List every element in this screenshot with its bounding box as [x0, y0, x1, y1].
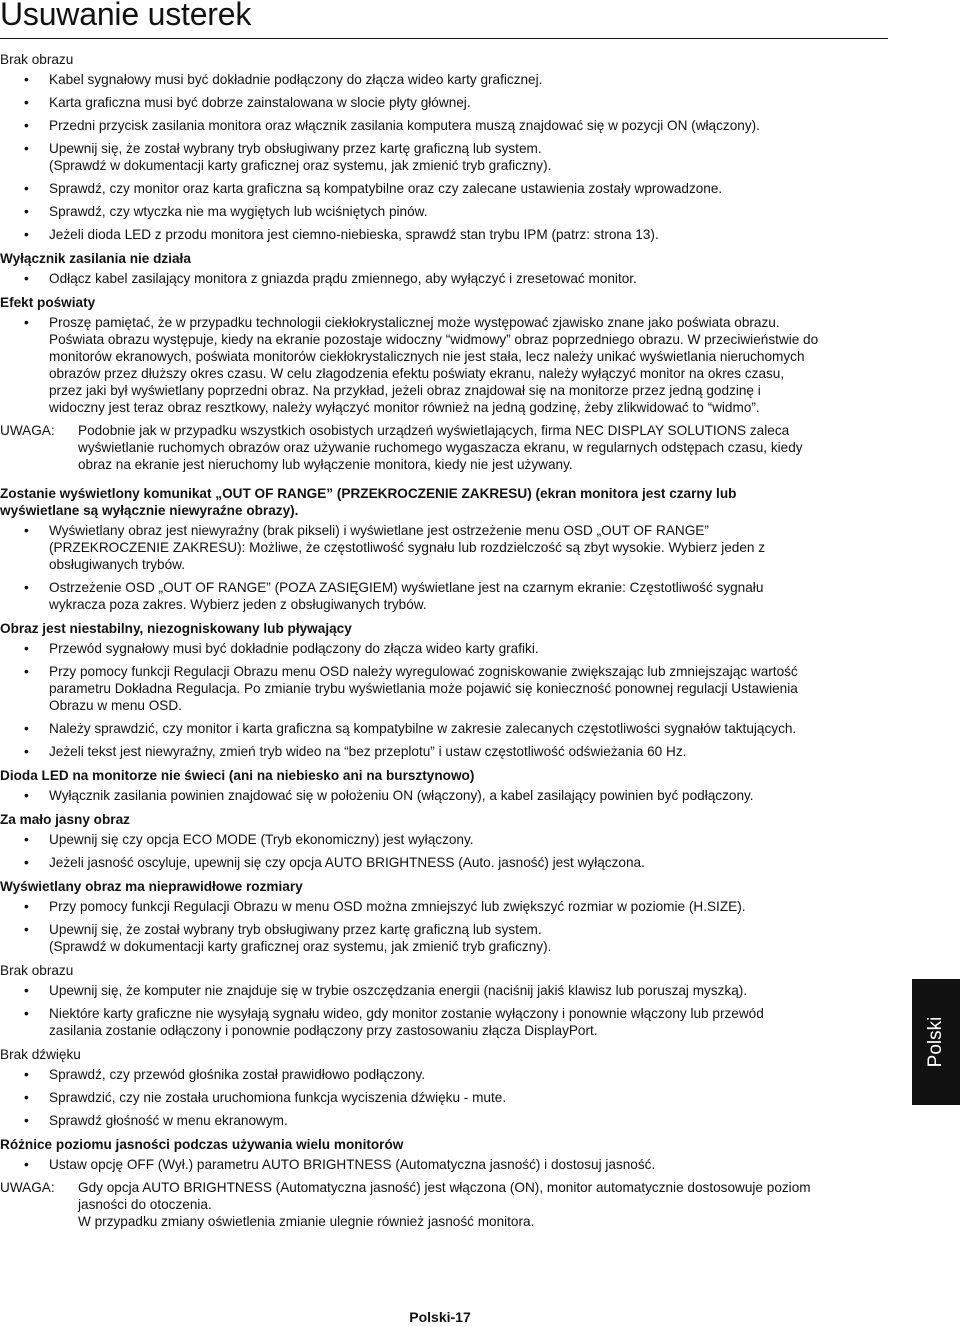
bullet-icon: •: [24, 664, 29, 679]
bullet-icon: •: [24, 788, 29, 803]
bullet-icon: •: [24, 181, 29, 196]
list-item-text: Należy sprawdzić, czy monitor i karta graficzna są kompatybilne w zakresie zalecanych częstotliwości sygnałów taktujących.: [49, 721, 797, 736]
list-item-text: (PRZEKROCZENIE ZAKRESU): Możliwe, że częstotliwość sygnału lub rozdzielczość są zbyt wysokie. Wybierz jeden z: [49, 540, 766, 555]
bullet-list: [0, 831, 880, 871]
list-item-text: obrazów przez dłuższy okres czasu. W celu złagodzenia efektu poświaty ekranu, należy wyłączyć monitor na okres czasu,: [49, 366, 785, 381]
section-heading-text: Wyświetlany obraz ma nieprawidłowe rozmiary: [0, 879, 303, 894]
list-item-text: Karta graficzna musi być dobrze zainstalowana w slocie płyty głównej.: [49, 95, 471, 110]
list-item-text: widoczny jest teraz obraz resztkowy, należy wyłączyć monitor również na jedną godzinę, żeby zlikwidować to “widmo”.: [49, 400, 760, 415]
section-heading: [0, 767, 880, 784]
bullet-list: [0, 1156, 880, 1173]
list-item-text: Upewnij się, że został wybrany tryb obsługiwany przez kartę graficzną lub system.: [49, 922, 542, 937]
bullet-icon: •: [24, 983, 29, 998]
list-item: [0, 1089, 880, 1106]
bullet-icon: •: [24, 899, 29, 914]
list-item-text: Jeżeli tekst jest niewyraźny, zmień tryb wideo na “bez przeplotu” i ustaw częstotliwość odświeżania 60 Hz.: [49, 744, 687, 759]
section-heading: [0, 485, 880, 519]
list-item-text: zasilania zostanie odłączony i ponownie podłączony przy zastosowaniu złącza DisplayPort.: [49, 1023, 598, 1038]
list-item-text: Sprawdź, czy monitor oraz karta graficzna są kompatybilne oraz czy zalecane ustawienia zostały wprowadzone.: [49, 181, 723, 196]
bullet-icon: •: [24, 141, 29, 156]
list-item-text: Sprawdzić, czy nie została uruchomiona funkcja wyciszenia dźwięku - mute.: [49, 1090, 507, 1105]
list-item-text: Sprawdź, czy przewód głośnika został prawidłowo podłączony.: [49, 1067, 426, 1082]
note-text: Podobnie jak w przypadku wszystkich osobistych urządzeń wyświetlających, firma NEC DISPLAY SOLUTIONS zaleca: [78, 423, 790, 438]
note-label: UWAGA:: [0, 423, 55, 438]
bullet-icon: •: [24, 118, 29, 133]
note-text: obraz na ekranie jest nieruchomy lub wyłączenie monitora, kiedy nie jest używany.: [78, 457, 573, 472]
list-item-text: Jeżeli dioda LED z przodu monitora jest ciemno-niebieska, sprawdź stan trybu IPM (patrz: strona 13).: [49, 227, 659, 242]
note-text: jasności do otoczenia.: [78, 1197, 212, 1212]
list-item: [0, 94, 880, 111]
section-heading: [0, 878, 880, 895]
list-item-text: Wyłącznik zasilania powinien znajdować się w położeniu ON (włączony), a kabel zasilający powinien być podłączony.: [49, 788, 754, 803]
list-item: [0, 180, 880, 197]
list-item-text: wykracza poza zakres. Wybierz jeden z obsługiwanych trybów.: [49, 597, 427, 612]
list-item: [0, 663, 880, 714]
list-item-text: (Sprawdź w dokumentacji karty graficznej oraz systemu, jak zmienić tryb graficzny).: [49, 939, 552, 954]
list-item-text: Sprawdź głośność w menu ekranowym.: [49, 1113, 288, 1128]
list-item-text: Ostrzeżenie OSD „OUT OF RANGE” (POZA ZASIĘGIEM) wyświetlane jest na czarnym ekranie: Częstotliwość sygnału: [49, 580, 764, 595]
list-item: [0, 1156, 880, 1173]
list-item-text: Ustaw opcję OFF (Wył.) parametru AUTO BRIGHTNESS (Automatyczna jasność) i dostosuj jasność.: [49, 1157, 656, 1172]
bullet-icon: •: [24, 523, 29, 538]
note-label: UWAGA:: [0, 1180, 55, 1195]
language-tab: [912, 979, 960, 1105]
list-item: [0, 1112, 880, 1129]
bullet-icon: •: [24, 1113, 29, 1128]
section-heading-text: Zostanie wyświetlony komunikat „OUT OF RANGE” (PRZEKROCZENIE ZAKRESU) (ekran monitora jest czarny lub: [0, 486, 737, 501]
list-item-text: Odłącz kabel zasilający monitora z gniazda prądu zmiennego, aby wyłączyć i zresetować monitor.: [49, 271, 637, 286]
list-item-text: Kabel sygnałowy musi być dokładnie podłączony do złącza wideo karty graficznej.: [49, 72, 543, 87]
bullet-icon: •: [24, 315, 29, 330]
bullet-list: [0, 640, 880, 760]
list-item-text: (Sprawdź w dokumentacji karty graficznej oraz systemu, jak zmienić tryb graficzny).: [49, 158, 552, 173]
list-item: [0, 787, 880, 804]
bullet-icon: •: [24, 1090, 29, 1105]
list-item-text: przez jaki był wyświetlany poprzedni obraz. Na przykład, jeżeli obraz znajdował się na monitorze przez jedną godzinę i: [49, 383, 761, 398]
note-text: wyświetlanie ruchomych obrazów oraz używanie ruchomego wygaszacza ekranu, w regularnych odstępach czasu, kiedy: [78, 440, 803, 455]
section: [0, 250, 880, 287]
page-title: Usuwanie usterek: [0, 0, 252, 32]
section: [0, 767, 880, 804]
bullet-list: [0, 787, 880, 804]
bullet-list: [0, 270, 880, 287]
section-heading: [0, 620, 880, 637]
section-heading-text: Brak obrazu: [0, 52, 74, 67]
list-item: [0, 314, 880, 416]
list-item-text: monitorów ekranowych, poświata monitorów ciekłokrystalicznych nie jest stała, lecz należy unikać wyświetlania nieruchomych: [49, 349, 805, 364]
section-heading-text: Wyłącznik zasilania nie działa: [0, 251, 191, 266]
list-item-text: Sprawdź, czy wtyczka nie ma wygiętych lub wciśniętych pinów.: [49, 204, 428, 219]
list-item: [0, 270, 880, 287]
list-item-text: Poświata obrazu występuje, kiedy na ekranie pozostaje widoczny “widmowy” obraz poprzedniego obrazu. W przeciwieństwie do: [49, 332, 819, 347]
list-item-text: Jeżeli jasność oscyluje, upewnij się czy opcja AUTO BRIGHTNESS (Auto. jasność) jest wyłączona.: [49, 855, 645, 870]
section-heading-text: wyświetlane są wyłącznie niewyraźne obrazy).: [0, 503, 299, 518]
list-item: [0, 898, 880, 915]
bullet-icon: •: [24, 744, 29, 759]
bullet-icon: •: [24, 271, 29, 286]
list-item: [0, 71, 880, 88]
bullet-list: [0, 522, 880, 613]
page-number: Polski-17: [409, 1309, 471, 1325]
list-item-text: Przy pomocy funkcji Regulacji Obrazu menu OSD należy wyregulować zogniskowanie zwiększając lub zmniejszając wartość: [49, 664, 798, 679]
section-heading: [0, 811, 880, 828]
bullet-list: [0, 898, 880, 955]
section-heading-text: Obraz jest niestabilny, niezogniskowany lub pływający: [0, 621, 352, 636]
section-heading-text: Różnice poziomu jasności podczas używania wielu monitorów: [0, 1137, 404, 1152]
troubleshooting-content: [0, 51, 880, 1237]
section: [0, 811, 880, 871]
section: [0, 294, 880, 473]
bullet-icon: •: [24, 72, 29, 87]
bullet-list: [0, 314, 880, 416]
list-item-text: Upewnij się czy opcja ECO MODE (Tryb ekonomiczny) jest wyłączony.: [49, 832, 474, 847]
bullet-icon: •: [24, 227, 29, 242]
bullet-icon: •: [24, 855, 29, 870]
bullet-icon: •: [24, 1157, 29, 1172]
list-item: [0, 117, 880, 134]
bullet-icon: •: [24, 641, 29, 656]
list-item: [0, 522, 880, 573]
section-heading: [0, 250, 880, 267]
bullet-icon: •: [24, 922, 29, 937]
list-item-text: Przewód sygnałowy musi być dokładnie podłączony do złącza wideo karty grafiki.: [49, 641, 539, 656]
section-heading: [0, 962, 880, 979]
note: [0, 422, 880, 473]
bullet-icon: •: [24, 832, 29, 847]
bullet-icon: •: [24, 721, 29, 736]
note: [0, 1179, 880, 1230]
list-item: [0, 921, 880, 955]
language-tab-label: Polski: [925, 1016, 946, 1068]
section-heading: [0, 1136, 880, 1153]
bullet-list: [0, 1066, 880, 1129]
list-item-text: parametru Dokładna Regulacja. Po zmianie trybu wyświetlania może pojawić się konieczność ponownej regulacji Ustawienia: [49, 681, 798, 696]
section: [0, 962, 880, 1039]
section: [0, 878, 880, 955]
list-item-text: Obrazu w menu OSD.: [49, 698, 182, 713]
list-item: [0, 140, 880, 174]
section: [0, 620, 880, 760]
note-text: Gdy opcja AUTO BRIGHTNESS (Automatyczna jasność) jest włączona (ON), monitor automatycznie dostosowuje poziom: [78, 1180, 811, 1195]
list-item-text: Proszę pamiętać, że w przypadku technologii ciekłokrystalicznej może występować zjawisko znane jako poświata obrazu.: [49, 315, 780, 330]
list-item: [0, 831, 880, 848]
section: [0, 485, 880, 613]
section-heading: [0, 294, 880, 311]
list-item-text: obsługiwanych trybów.: [49, 557, 186, 572]
list-item-text: Przedni przycisk zasilania monitora oraz włącznik zasilania komputera muszą znajdować się w pozycji ON (włączony).: [49, 118, 760, 133]
note-text: W przypadku zmiany oświetlenia zmianie ulegnie również jasność monitora.: [78, 1214, 535, 1229]
list-item: [0, 1005, 880, 1039]
list-item: [0, 982, 880, 999]
list-item: [0, 854, 880, 871]
title-rule: [0, 38, 888, 39]
section-heading: [0, 51, 880, 68]
section-heading-text: Efekt poświaty: [0, 295, 96, 310]
bullet-list: [0, 71, 880, 243]
section-heading-text: Dioda LED na monitorze nie świeci (ani na niebiesko ani na bursztynowo): [0, 768, 475, 783]
list-item: [0, 203, 880, 220]
section-heading-text: Za mało jasny obraz: [0, 812, 130, 827]
bullet-icon: •: [24, 1067, 29, 1082]
list-item-text: Upewnij się, że komputer nie znajduje się w trybie oszczędzania energii (naciśnij jakiś klawisz lub poruszaj myszką).: [49, 983, 748, 998]
section-heading-text: Brak dźwięku: [0, 1047, 81, 1062]
bullet-icon: •: [24, 95, 29, 110]
section: [0, 1046, 880, 1129]
list-item: [0, 640, 880, 657]
bullet-icon: •: [24, 204, 29, 219]
section: [0, 51, 880, 243]
bullet-list: [0, 982, 880, 1039]
section-heading-text: Brak obrazu: [0, 963, 74, 978]
section: [0, 1136, 880, 1230]
list-item-text: Przy pomocy funkcji Regulacji Obrazu w menu OSD można zmniejszyć lub zwiększyć rozmiar w poziomie (H.SIZE).: [49, 899, 746, 914]
bullet-icon: •: [24, 1006, 29, 1021]
bullet-icon: •: [24, 580, 29, 595]
section-heading: [0, 1046, 880, 1063]
list-item: [0, 743, 880, 760]
list-item: [0, 579, 880, 613]
list-item-text: Upewnij się, że został wybrany tryb obsługiwany przez kartę graficzną lub system.: [49, 141, 542, 156]
list-item: [0, 1066, 880, 1083]
list-item: [0, 720, 880, 737]
list-item: [0, 226, 880, 243]
list-item-text: Niektóre karty graficzne nie wysyłają sygnału wideo, gdy monitor zostanie wyłączony i ponownie włączony lub przewód: [49, 1006, 764, 1021]
list-item-text: Wyświetlany obraz jest niewyraźny (brak pikseli) i wyświetlane jest ostrzeżenie menu OSD „OUT OF RANGE”: [49, 523, 709, 538]
